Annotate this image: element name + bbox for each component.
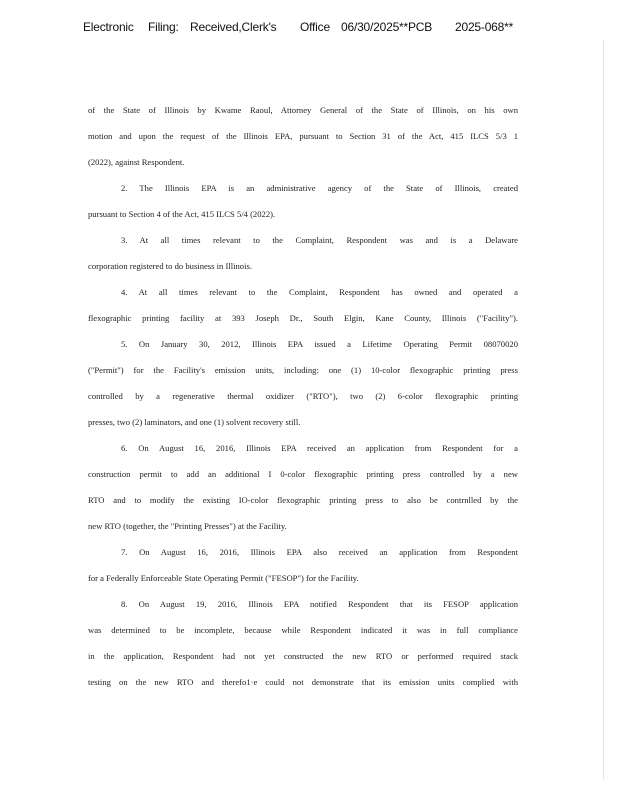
header-received-clerks: Received,Clerk's (190, 20, 277, 34)
header-electronic: Electronic (83, 20, 134, 34)
text-line: controlled by a regenerative thermal oxidizer ("RTO"), two (2) 6-color flexographic printing (88, 391, 518, 401)
header-case-number: 2025-068** (455, 20, 514, 34)
paragraph-2-line: 2. The Illinois EPA is an administrative agency of the State of Illinois, created (121, 183, 518, 193)
text-line: testing on the new RTO and therefo1·e could not demonstrate that its emission units complied with (88, 677, 518, 687)
header-filing: Filing: (148, 20, 179, 34)
text-line: in the application, Respondent had not yet constructed the new RTO or performed required stack (88, 651, 518, 661)
text-line: flexographic printing facility at 393 Joseph Dr., South Elgin, Kane County, Illinois ("Facility"). (88, 313, 518, 323)
text-line: (2022), against Respondent. (88, 157, 185, 167)
paragraph-7-line: 7. On August 16, 2016, Illinois EPA also received an application from Respondent (121, 547, 518, 557)
text-line: was determined to be incomplete, because while Respondent indicated it was in full compliance (88, 625, 518, 635)
header-date-pcb: 06/30/2025**PCB (341, 20, 433, 34)
paragraph-8-line: 8. On August 19, 2016, Illinois EPA notified Respondent that its FESOP application (121, 599, 518, 609)
text-line: RTO and to modify the existing IO-color flexographic printing press to also be contrnlled by the (88, 495, 518, 505)
paragraph-4-line: 4. At all times relevant to the Complaint, Respondent has owned and operated a (121, 287, 518, 297)
paragraph-3-line: 3. At all times relevant to the Complaint, Respondent was and is a Delaware (121, 235, 518, 245)
text-line: new RTO (together, the "Printing Presses") at the Facility. (88, 521, 287, 531)
text-line: corporation registered to do business in Illinois. (88, 261, 252, 271)
text-line: for a Federally Enforceable State Operating Permit ("FESOP") for the Facility. (88, 573, 359, 583)
text-line: presses, two (2) laminators, and one (1) solvent recovery still. (88, 417, 301, 427)
text-line: construction permit to add an additional I 0-color flexographic printing press controlled by a new (88, 469, 518, 479)
paragraph-6-line: 6. On August 16, 2016, Illinois EPA received an application from Respondent for a (121, 443, 518, 453)
text-line: of the State of Illinois by Kwame Raoul, Attorney General of the State of Illinois, on his own (88, 105, 518, 115)
text-line: motion and upon the request of the Illinois EPA, pursuant to Section 31 of the Act, 415 ILCS 5/3 1 (88, 131, 518, 141)
scan-edge-line (603, 40, 604, 780)
complaint-body (88, 97, 518, 695)
paragraph-5-line: 5. On January 30, 2012, Illinois EPA issued a Lifetime Operating Permit 08070020 (121, 339, 518, 349)
text-line: ("Permit") for the Facility's emission units, including: one (1) 10-color flexographic printing press (88, 365, 518, 375)
header-office: Office (300, 20, 330, 34)
text-line: pursuant to Section 4 of the Act, 415 ILCS 5/4 (2022). (88, 209, 276, 219)
